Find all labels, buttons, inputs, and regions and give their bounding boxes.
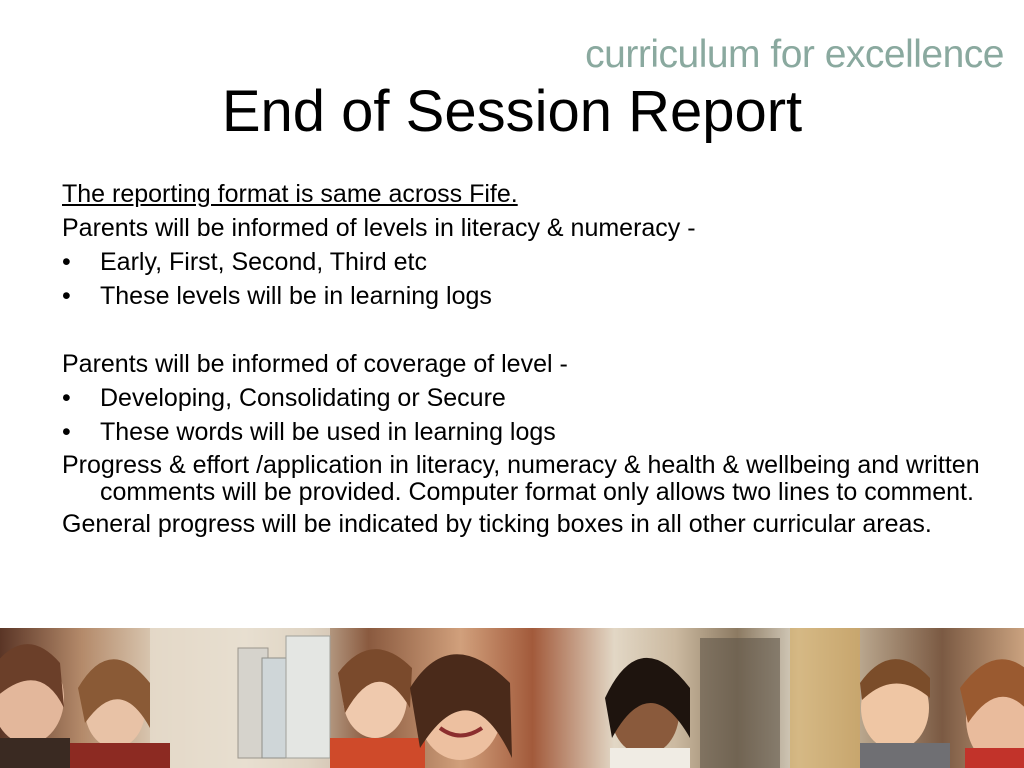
paragraph-progress: Progress & effort /application in literacy, numeracy & health & wellbeing and written comments will be provided. Computer format only allows two lines to comment. [62, 451, 980, 506]
bullet-item [62, 248, 982, 277]
intro-line: The reporting format is same across Fife. [62, 180, 518, 208]
classroom-photo-illustration [0, 628, 1024, 768]
paragraph-coverage: Parents will be informed of coverage of level - [62, 350, 568, 378]
bullet-text: Early, First, Second, Third etc [100, 248, 427, 276]
bullet-marker: • [62, 282, 71, 310]
slide-title: End of Session Report [221, 79, 803, 144]
bullet-marker: • [62, 384, 71, 412]
spacer [62, 316, 982, 350]
paragraph-levels: Parents will be informed of levels in literacy & numeracy - [62, 214, 696, 242]
bullet-marker: • [62, 418, 71, 446]
bullet-text: These words will be used in learning logs [100, 418, 556, 446]
bullet-marker: • [62, 248, 71, 276]
bullet-text: Developing, Consolidating or Secure [100, 384, 506, 412]
bullet-item [62, 418, 982, 447]
paragraph-general: General progress will be indicated by ticking boxes in all other curricular areas. [62, 510, 932, 538]
bullet-item [62, 282, 982, 311]
bullet-item [62, 384, 982, 413]
classroom-photo-banner [0, 628, 1024, 768]
slide-body [62, 180, 982, 543]
bullet-text: These levels will be in learning logs [100, 282, 492, 310]
brand-logo-text: curriculum for excellence [585, 33, 1004, 76]
